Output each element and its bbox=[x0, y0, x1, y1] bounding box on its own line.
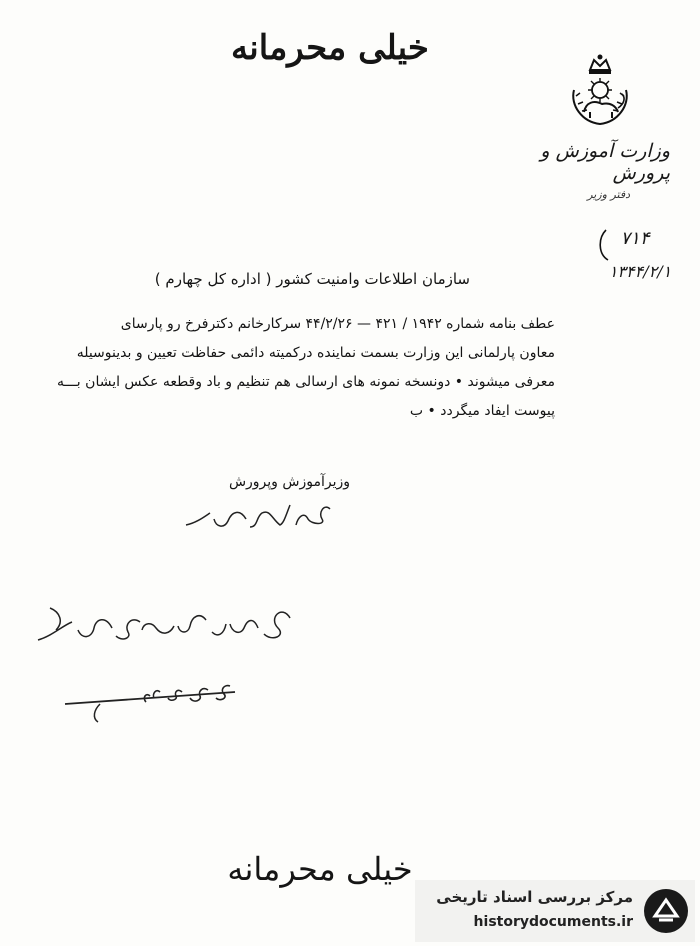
letter-recipient: سازمان اطلاعات وامنیت کشور ( اداره کل چهارم ) bbox=[154, 270, 470, 288]
reference-number: ۷۱۴ bbox=[620, 228, 650, 249]
lion-and-sun-emblem-icon bbox=[560, 50, 640, 130]
handwritten-date bbox=[60, 678, 240, 728]
classification-stamp-bottom: خیلی محرمانه bbox=[227, 850, 413, 888]
letter-body-line: پیوست ایفاد میگردد • ب bbox=[409, 403, 555, 419]
signatory-title: وزیرآموزش وپرورش bbox=[228, 474, 350, 490]
letter-body-line: عطف بنامه شماره ۱۹۴۲ / ۴۲۱ — ۴۴/۲/۲۶ سرکارخانم دکترفرخ رو پارسای bbox=[120, 316, 555, 332]
minister-signature bbox=[170, 495, 340, 535]
watermark-name: مرکز بررسی اسناد تاریخی bbox=[436, 888, 633, 906]
archive-watermark bbox=[415, 880, 695, 942]
letter-body bbox=[30, 310, 555, 426]
office-name: دفتر وزیر bbox=[587, 188, 630, 201]
reference-date: ۱۳۴۴/۲/۱ bbox=[608, 262, 672, 281]
archive-logo-icon bbox=[641, 886, 691, 936]
ministry-name: وزارت آموزش و پرورش bbox=[540, 140, 670, 184]
letter-body-line: معرفی میشوند • دونسخه نمونه های ارسالی هم تنظیم و باد وقطعه عکس ایشان بـــه bbox=[57, 374, 555, 390]
letter-body-line: معاون پارلمانی این وزارت بسمت نماینده درکمیته دائمی حفاظت تعیین و بدینوسیله bbox=[76, 345, 555, 361]
watermark-url: historydocuments.ir bbox=[473, 914, 633, 930]
handwritten-note bbox=[20, 598, 300, 658]
classification-stamp-top: خیلی محرمانه bbox=[231, 28, 429, 68]
